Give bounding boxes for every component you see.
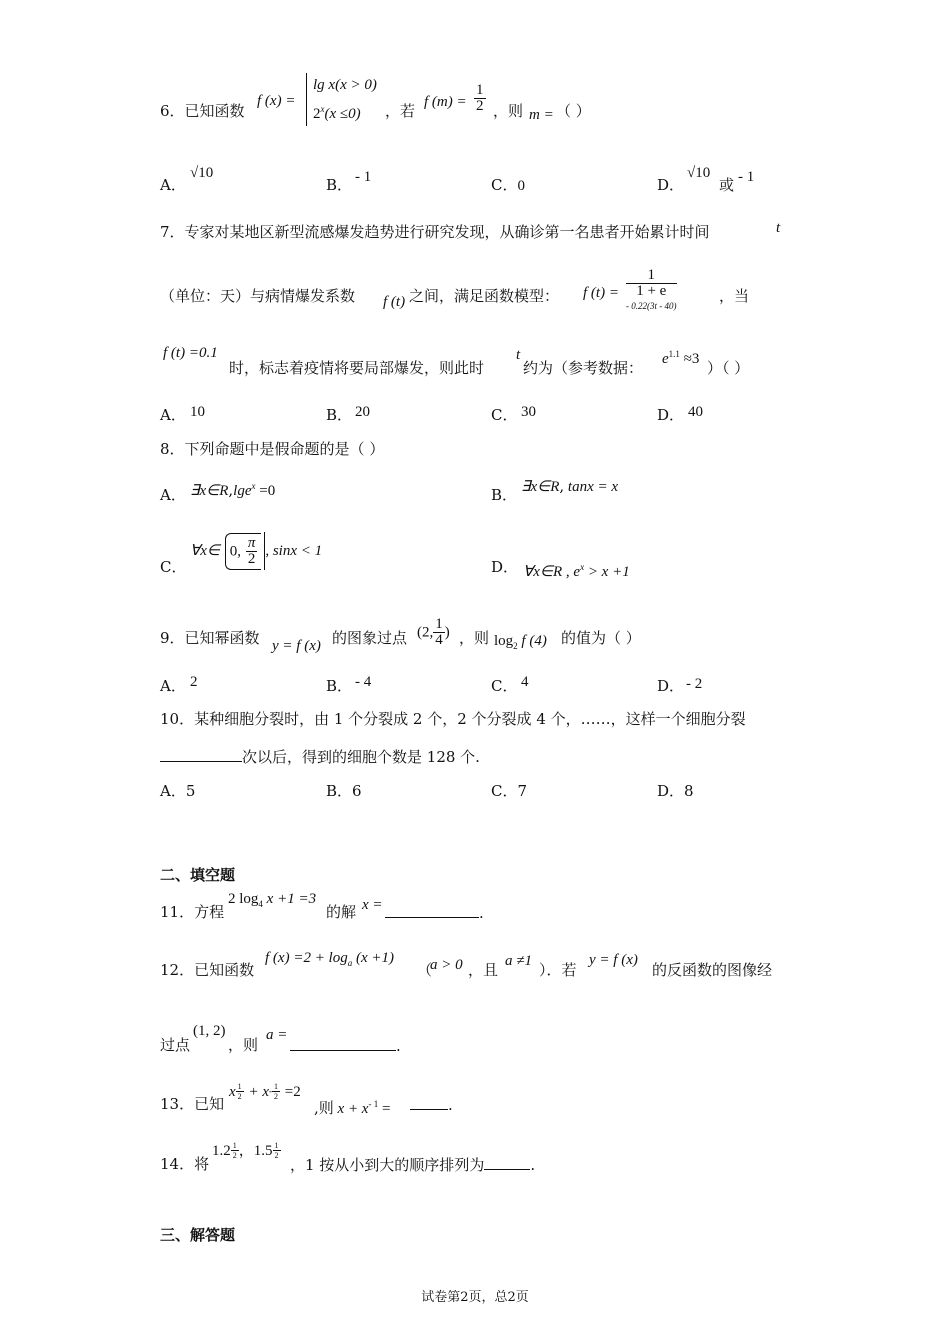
q12-yfx: y = f (x) — [589, 952, 638, 968]
q10-answer-blank[interactable] — [160, 747, 242, 762]
q9-point: (2, $\frac{1}{4}$ ) — [417, 616, 450, 648]
q10-option-b: B．6 — [326, 782, 362, 800]
q7-option-d: D． — [657, 406, 685, 424]
q6-option-a: A． — [160, 176, 186, 194]
q6-option-b: B． — [326, 176, 353, 194]
q8-option-d-label: D． — [491, 558, 519, 576]
q7-line3b: 约为（参考数据： — [523, 359, 644, 377]
q10-option-c: C．7 — [491, 782, 528, 800]
q6-piece1: lg x(x > 0) — [313, 77, 377, 93]
q11-stem-b: 的解 — [326, 903, 357, 921]
q9-option-c-val: 4 — [521, 674, 529, 690]
q8-option-c-expr: ∀x∈ 0, $\frac{\pi}{2}$ , sinx < 1 — [190, 532, 322, 570]
q6-option-c: C．0 — [491, 176, 525, 194]
q7-line3c: ）（ ） — [707, 359, 750, 377]
q11-equation: 2 $\log_4 x +1 =3$ — [228, 891, 317, 909]
q7-line2c: ，当 — [719, 287, 750, 305]
page-footer: 试卷第2页，总2页 — [421, 1290, 529, 1305]
q7-option-c-val: 30 — [521, 404, 536, 420]
q6-option-d: D． — [657, 176, 685, 194]
q8-stem: 8．下列命题中是假命题的是（ ） — [160, 440, 385, 458]
q12-cond-a: （ — [417, 961, 433, 979]
q7-ref: $e^{1.1} \approx 3$ — [662, 349, 700, 367]
q7-ft: f (t) — [383, 294, 406, 310]
q12-answer-blank[interactable] — [290, 1036, 396, 1051]
q9-stem-a: 9．已知幂函数 — [160, 629, 260, 647]
q7-line3a: 时，标志着疫情将要局部爆发，则此时 — [229, 359, 485, 377]
q13-answer-blank[interactable] — [410, 1095, 448, 1110]
q11-answer-blank[interactable] — [385, 903, 479, 918]
q9-option-b-val: - 4 — [355, 674, 372, 690]
q9-option-a-val: 2 — [190, 674, 198, 690]
q7-t2: t — [516, 347, 521, 363]
q10-option-d: D．8 — [657, 782, 694, 800]
q9-option-a: A． — [160, 677, 186, 695]
q12-cond-d: a ≠1 — [505, 953, 532, 969]
q13-stem-b: ,则 $x + x^{- 1}$ = — [314, 1099, 391, 1117]
q6-stem: 6．已知函数 — [160, 102, 245, 120]
q9-option-c: C． — [491, 677, 518, 695]
q13-stem-a: 13．已知 — [160, 1095, 225, 1113]
q6-half-frac: $\frac{1}{2}$ — [476, 82, 484, 114]
q13-answer: . — [410, 1095, 453, 1114]
q6-fm: f (m) = — [424, 94, 467, 110]
q12-cond-c: ，且 — [468, 961, 499, 979]
q7-option-b-val: 20 — [355, 404, 370, 420]
q7-option-b: B． — [326, 406, 353, 424]
q6-cond-pre: ，若 — [385, 102, 416, 120]
q9-stem-c: ，则 — [459, 629, 490, 647]
q12-stem-a: 12．已知函数 — [160, 961, 255, 979]
q12-cond-b: a > 0 — [430, 957, 463, 973]
q7-line2b: 之间，满足函数模型： — [409, 287, 560, 305]
q6-option-b-val: - 1 — [355, 169, 372, 185]
q6-brace — [306, 73, 377, 126]
q7-model-fraction: 1 1 + e $^{- 0.22(3t - 40)}$ — [626, 267, 677, 311]
q12-answer: . — [290, 1036, 401, 1055]
q9-option-d: D． — [657, 677, 685, 695]
q6-m-eq: m = — [529, 107, 554, 123]
q6-option-d-val: √10 — [687, 165, 711, 181]
q7-line1: 7．专家对某地区新型流感爆发趋势进行研究发现，从确诊第一名患者开始累计时间 — [160, 223, 710, 241]
q7-option-c: C． — [491, 406, 518, 424]
q6-paren: （ ） — [556, 102, 591, 120]
q10-option-a: A．5 — [160, 782, 196, 800]
q9-option-b: B． — [326, 677, 353, 695]
q14-answer-blank[interactable] — [484, 1155, 530, 1170]
q6-option-d-val2: - 1 — [738, 169, 755, 185]
q9-func: y = f (x) — [272, 638, 321, 654]
q6-piecewise — [306, 73, 377, 126]
q10-line1: 10．某种细胞分裂时，由 1 个分裂成 2 个，2 个分裂成 4 个，……，这样一个细胞分裂 — [160, 710, 746, 728]
q11-stem-a: 11．方程 — [160, 903, 225, 921]
q8-option-b-label: B． — [491, 486, 518, 504]
q7-t: t — [776, 220, 781, 236]
q12-line2b: ，则 — [228, 1036, 259, 1054]
q14-stem-a: 14．将 — [160, 1155, 210, 1173]
q12-line2a: 过点 — [160, 1036, 191, 1054]
q9-stem-b: 的图象过点 — [332, 629, 408, 647]
q6-option-a-val: √10 — [190, 165, 214, 181]
q7-model-frac — [626, 268, 677, 319]
q9-stem-d: 的值为（ ） — [561, 629, 641, 647]
q12-point: (1, 2) — [193, 1023, 226, 1039]
q12-a-eq: a = — [266, 1027, 288, 1043]
q7-option-d-val: 40 — [688, 404, 703, 420]
section-answer-title: 三、解答题 — [160, 1226, 236, 1244]
q7-line2a: （单位：天）与病情爆发系数 — [160, 287, 356, 305]
section-fill-blank-title: 二、填空题 — [160, 866, 236, 884]
q12-func: f $(x) =2 + \log_a (x +1)$ — [265, 950, 395, 968]
q12-cond-e: ）．若 — [539, 961, 577, 979]
q13-expr: x $\frac{1}{2}$ + x- $\frac{1}{2}$ =2 — [229, 1082, 301, 1101]
q8-option-b-expr: ∃x∈R, tanx = x — [521, 477, 619, 495]
q6-half — [474, 83, 486, 114]
q8-option-c-label: C． — [160, 558, 187, 576]
q9-option-d-val: - 2 — [686, 676, 703, 692]
q6-piece2: $2^x(x \le 0)$ — [313, 104, 361, 122]
q7-option-a-val: 10 — [190, 404, 205, 420]
q8-option-a-expr: ∃x∈R,lge$^x$ =0 — [190, 481, 276, 499]
q8-option-d-expr: ∀x∈R , $e^x > x +1$ — [523, 562, 630, 580]
q7-cond: f (t) =0.1 — [163, 345, 218, 361]
q6-then: ，则 — [493, 102, 524, 120]
q7-option-a: A． — [160, 406, 186, 424]
q9-log: $\log_2 f$ (4) — [494, 633, 547, 651]
q12-stem-b: 的反函数的图像经 — [652, 961, 773, 979]
q14-values: 1.2 $\frac{1}{2}$ ，1.5 $\frac{1}{2}$ — [212, 1141, 279, 1160]
q8-option-a-label: A． — [160, 486, 186, 504]
q11-x-eq: x = — [362, 897, 383, 913]
q6-option-d-or: 或 — [719, 176, 735, 194]
q7-model-lhs: f (t) = — [583, 285, 619, 301]
q6-fx: f (x) = — [257, 93, 296, 109]
q11-answer: . — [385, 903, 484, 922]
q14-stem-b: ，1 按从小到大的顺序排列为 . — [290, 1156, 536, 1174]
q10-line2: 次以后，得到的细胞个数是 128 个. — [160, 747, 480, 766]
